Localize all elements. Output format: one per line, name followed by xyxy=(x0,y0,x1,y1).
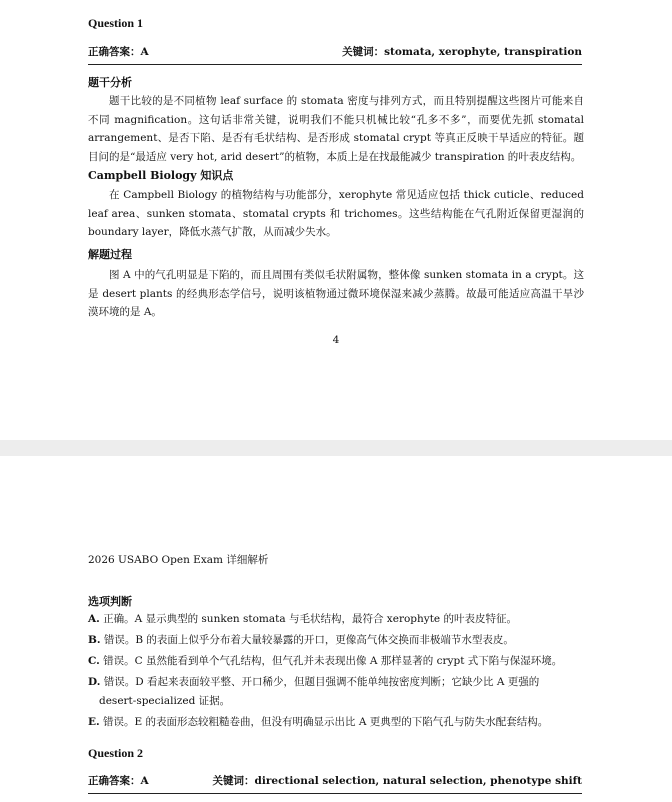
question-1-meta xyxy=(88,44,582,59)
option-b: B. 错误。B 的表面上似乎分布着大量较暴露的开口，更像高气体交换而非极端节水型表皮。 xyxy=(88,634,514,646)
solution-text: 图 A 中的气孔明显是下陷的，而且周围有类似毛状附属物，整体像 sunken stomata in a crypt。这是 desert plants 的经典形态学信号，说明该植物通过微环境保湿来减少蒸腾。故最可能适应高温干旱沙漠环境的是 A。 xyxy=(88,269,584,318)
question-2-meta xyxy=(88,773,582,788)
section-heading-analysis: 题干分析 xyxy=(88,76,132,89)
question-1-title: Question 1 xyxy=(88,16,144,30)
answer-label: 正确答案：A xyxy=(88,46,149,58)
page-number: 4 xyxy=(332,334,340,346)
option-d: D. 错误。D 看起来表面较平整、开口稀少，但题目强调不能单纯按密度判断；它缺少比 A 更强的 desert-specialized 证据。 xyxy=(88,676,540,707)
running-header: 2026 USABO Open Exam 详细解析 xyxy=(88,554,269,566)
answer-label-2: 正确答案：A xyxy=(88,775,149,787)
keywords-label: 关键词：stomata, xerophyte, transpiration xyxy=(342,46,582,58)
knowledge-text: 在 Campbell Biology 的植物结构与功能部分，xerophyte 常见适应包括 thick cuticle、reduced leaf area、sunken stomata、stomatal crypts 和 trichomes。这些结构能在气孔附近保留更湿润的 boundary layer，降低水蒸气扩散，从而减少失水。 xyxy=(88,189,584,238)
option-e: E. 错误。E 的表面形态较粗糙卷曲，但没有明确显示出比 A 更典型的下陷气孔与防失水配套结构。 xyxy=(88,716,549,728)
question-2-title: Question 2 xyxy=(88,746,144,760)
keywords-label-2: 关键词：directional selection, natural selection, phenotype shift xyxy=(212,775,582,787)
section-heading-options: 选项判断 xyxy=(88,595,132,608)
divider-rule xyxy=(88,64,582,65)
section-heading-solution: 解题过程 xyxy=(88,248,132,261)
solution-paragraph xyxy=(88,266,584,322)
page-bottom xyxy=(0,456,672,802)
option-c: C. 错误。C 虽然能看到单个气孔结构，但气孔并未表现出像 A 那样显著的 crypt 式下陷与保湿环境。 xyxy=(88,655,563,667)
analysis-paragraph xyxy=(88,92,584,166)
options-list xyxy=(88,610,584,734)
option-a: A. 正确。A 显示典型的 sunken stomata 与毛状结构，最符合 xerophyte 的叶表皮特征。 xyxy=(88,613,517,625)
divider-rule-2 xyxy=(88,793,582,794)
section-heading-knowledge: Campbell Biology 知识点 xyxy=(88,169,234,182)
analysis-text: 题干比较的是不同植物 leaf surface 的 stomata 密度与排列方式，而且特别提醒这些图片可能来自不同 magnification。这句话非常关键，说明我们不能只机械比较“孔多不多”，而要优先抓 stomatal arrangement、是否下陷、是否有毛状结构、是否形成 stomatal crypt 等真正反映干旱适应的特征。题目问的是“最适应 very hot, arid desert”的植物，本质上是在找最能减少 transpiration 的叶表皮结构。 xyxy=(88,95,584,163)
knowledge-paragraph xyxy=(88,186,584,242)
